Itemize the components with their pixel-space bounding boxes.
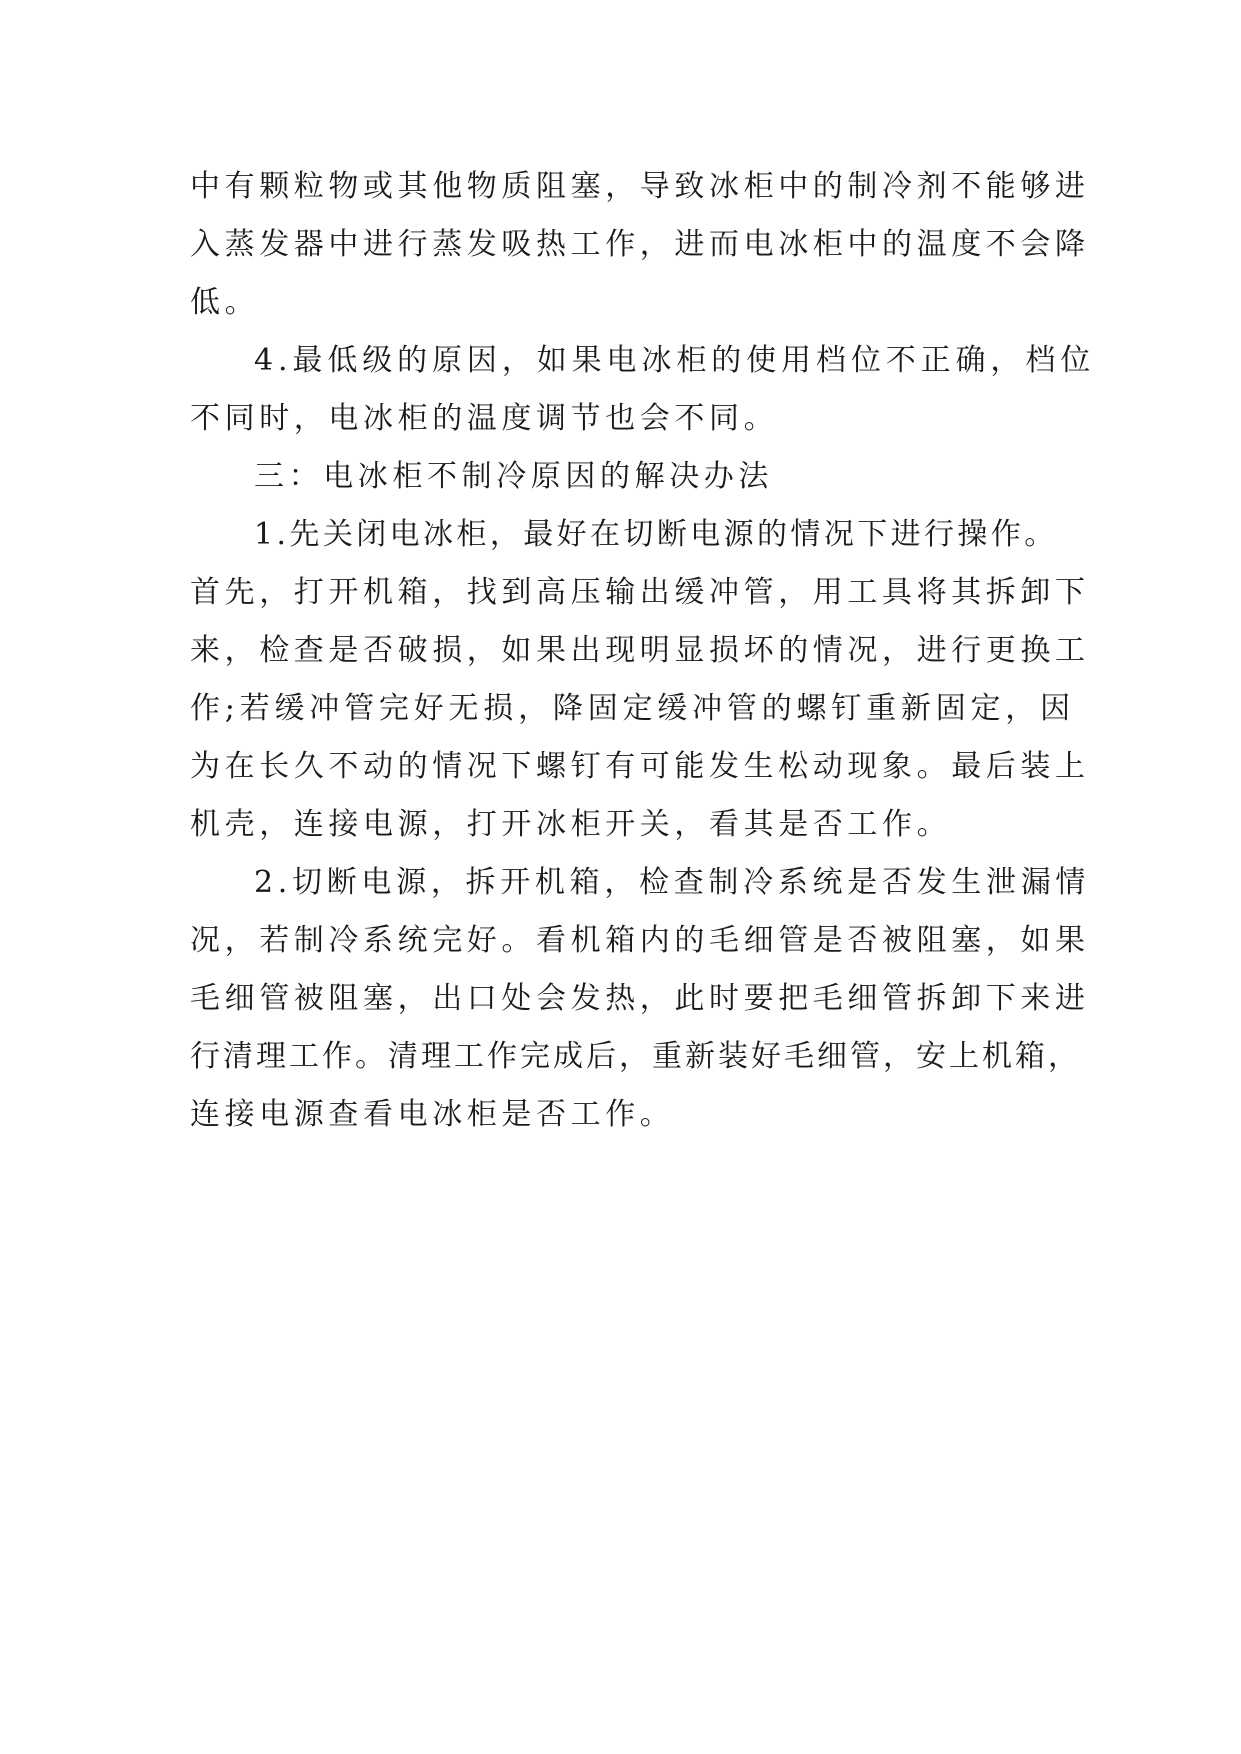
text-line: 行清理工作。清理工作完成后，重新装好毛细管，安上机箱， <box>190 1039 1081 1074</box>
text-line: 为在长久不动的情况下螺钉有可能发生松动现象。最后装上 <box>190 749 1090 784</box>
text-line: 毛细管被阻塞，出口处会发热，此时要把毛细管拆卸下来进 <box>190 981 1090 1016</box>
text-line: 4.最低级的原因，如果电冰柜的使用档位不正确，档位 <box>254 343 1096 378</box>
text-line: 不同时，电冰柜的温度调节也会不同。 <box>190 401 779 436</box>
text-line: 首先，打开机箱，找到高压输出缓冲管，用工具将其拆卸下 <box>190 575 1090 610</box>
text-line: 2.切断电源，拆开机箱，检查制冷系统是否发生泄漏情 <box>254 865 1091 900</box>
text-line: 机壳，连接电源，打开冰柜开关，看其是否工作。 <box>190 807 952 842</box>
text-line: 作;若缓冲管完好无损，降固定缓冲管的螺钉重新固定，因 <box>190 691 1075 726</box>
text-line: 低。 <box>190 285 260 320</box>
text-line: 三：电冰柜不制冷原因的解决办法 <box>254 459 773 494</box>
text-line: 连接电源查看电冰柜是否工作。 <box>190 1097 675 1132</box>
text-line: 中有颗粒物或其他物质阻塞，导致冰柜中的制冷剂不能够进 <box>190 169 1090 204</box>
text-line: 来，检查是否破损，如果出现明显损坏的情况，进行更换工 <box>190 633 1090 668</box>
text-line: 1.先关闭电冰柜，最好在切断电源的情况下进行操作。 <box>254 517 1058 552</box>
text-line: 入蒸发器中进行蒸发吸热工作，进而电冰柜中的温度不会降 <box>190 227 1090 262</box>
text-line: 况，若制冷系统完好。看机箱内的毛细管是否被阻塞，如果 <box>190 923 1090 958</box>
